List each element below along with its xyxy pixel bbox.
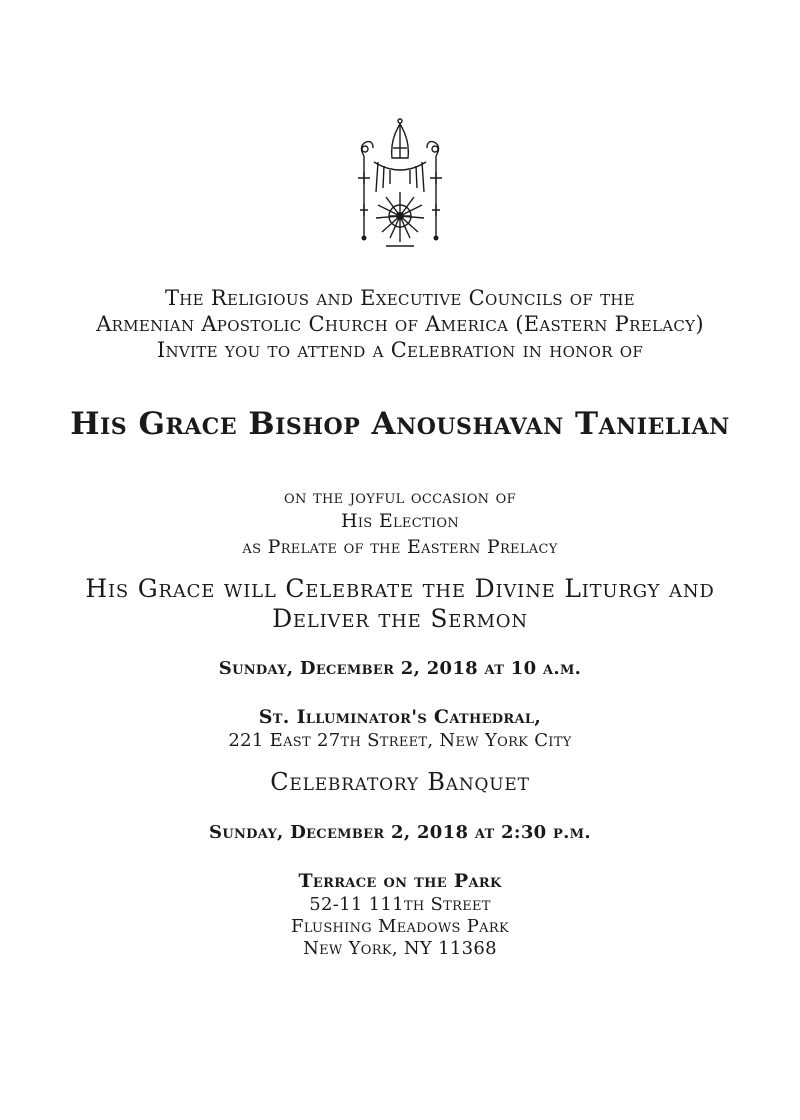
occasion-line-3: as Prelate of the Eastern Prelacy: [242, 536, 558, 558]
liturgy-line-2: Deliver the Sermon: [272, 604, 528, 633]
banquet-venue: Terrace on the Park: [298, 870, 502, 892]
intro-line-1: The Religious and Executive Councils of the: [164, 286, 636, 310]
liturgy-datetime: Sunday, December 2, 2018 at 10 a.m.: [218, 658, 582, 679]
banquet-title: Celebratory Banquet: [270, 768, 530, 796]
banquet-datetime: Sunday, December 2, 2018 at 2:30 p.m.: [209, 822, 591, 843]
banquet-address-line-2: Flushing Meadows Park: [291, 916, 509, 937]
banquet-address-line-1: 52-11 111th Street: [309, 894, 491, 915]
intro-line-2: Armenian Apostolic Church of America (Eastern Prelacy): [96, 312, 704, 336]
honoree-name: His Grace Bishop Anoushavan Tanielian: [70, 406, 730, 442]
armenian-church-coat-of-arms-icon: [340, 118, 460, 250]
liturgy-venue: St. Illuminator's Cathedral,: [258, 706, 542, 728]
banquet-address-line-3: New York, NY 11368: [303, 938, 497, 959]
occasion-line-2: His Election: [340, 510, 460, 532]
occasion-line-1: on the joyful occasion of: [284, 486, 516, 508]
liturgy-address: 221 East 27th Street, New York City: [228, 730, 572, 751]
intro-line-3: Invite you to attend a Celebration in honor of: [156, 338, 644, 362]
liturgy-line-1: His Grace will Celebrate the Divine Liturgy and: [85, 574, 715, 603]
